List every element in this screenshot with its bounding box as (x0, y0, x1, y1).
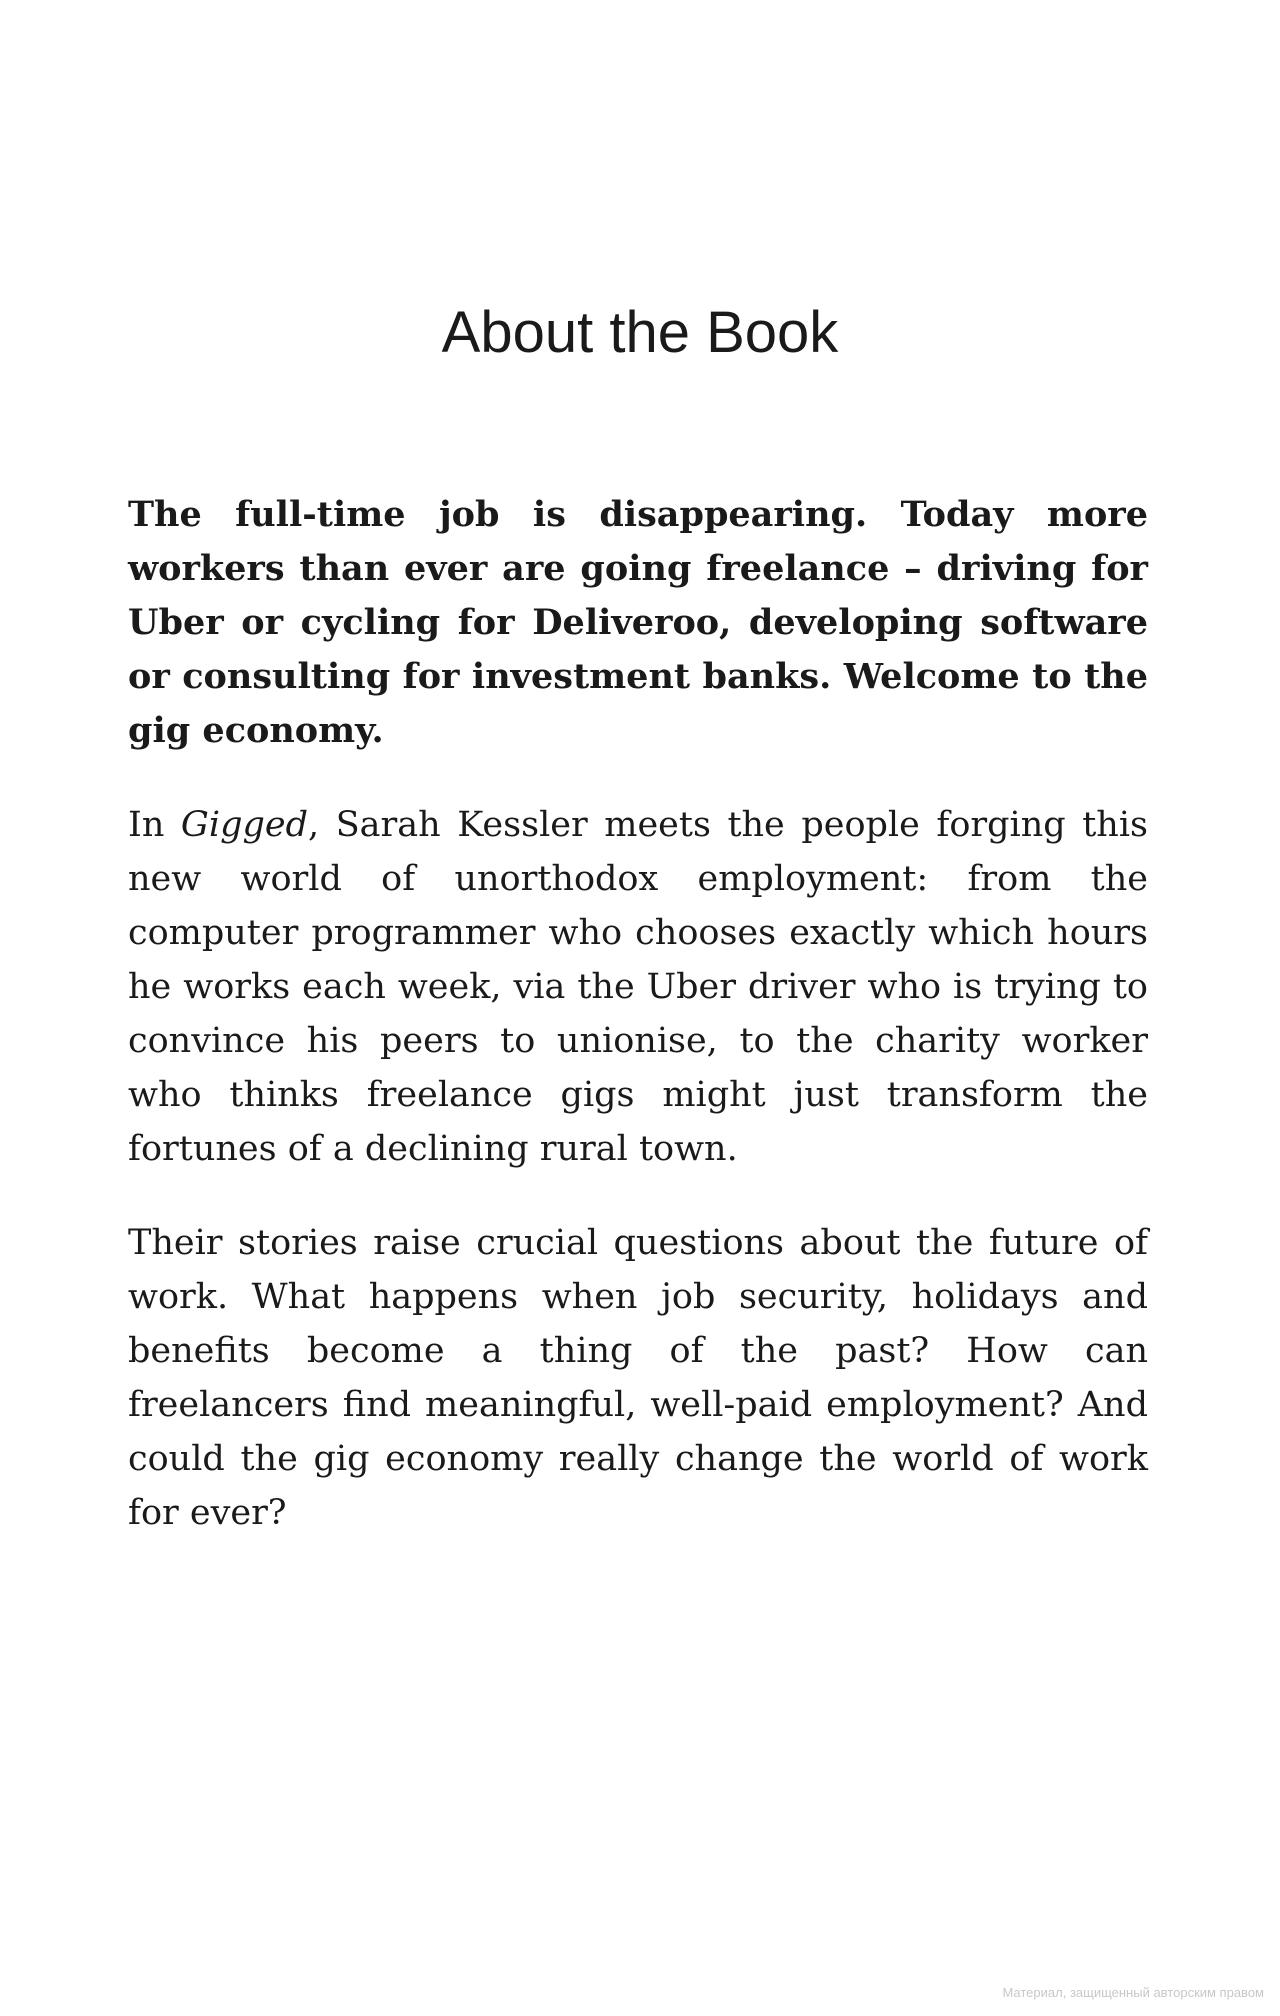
questions-paragraph: Their stories raise crucial questions about the future of work. What happens when job security, holidays and benefits become a thing of the past? How can freelancers find meaningful, well-paid employment? And could the gig economy really change the world of work for ever? (128, 1223, 1148, 1533)
description-body: , Sarah Kessler meets the people forging this new world of unorthodox employment: from the computer programmer who chooses exactly which hours he works each week, via the Uber driver who is trying to convince his peers to unionise, to the charity worker who thinks freelance gigs might just transform the fortunes of a declining rural town. (128, 805, 1148, 1169)
lead-paragraph: The full-time job is disappearing. Today more workers than ever are going freelance – driving for Uber or cycling for Deliveroo, developing software or consulting for investment banks. Welcome to the gig economy. (128, 494, 1148, 751)
description-intro: In (128, 805, 181, 845)
description-paragraph (128, 798, 1148, 1176)
book-title-italic: Gigged (180, 805, 309, 845)
page-title: About the Book (441, 300, 839, 365)
about-text (128, 488, 1148, 1580)
copyright-watermark: Материал, защищенный авторским правом (1002, 1985, 1264, 2000)
